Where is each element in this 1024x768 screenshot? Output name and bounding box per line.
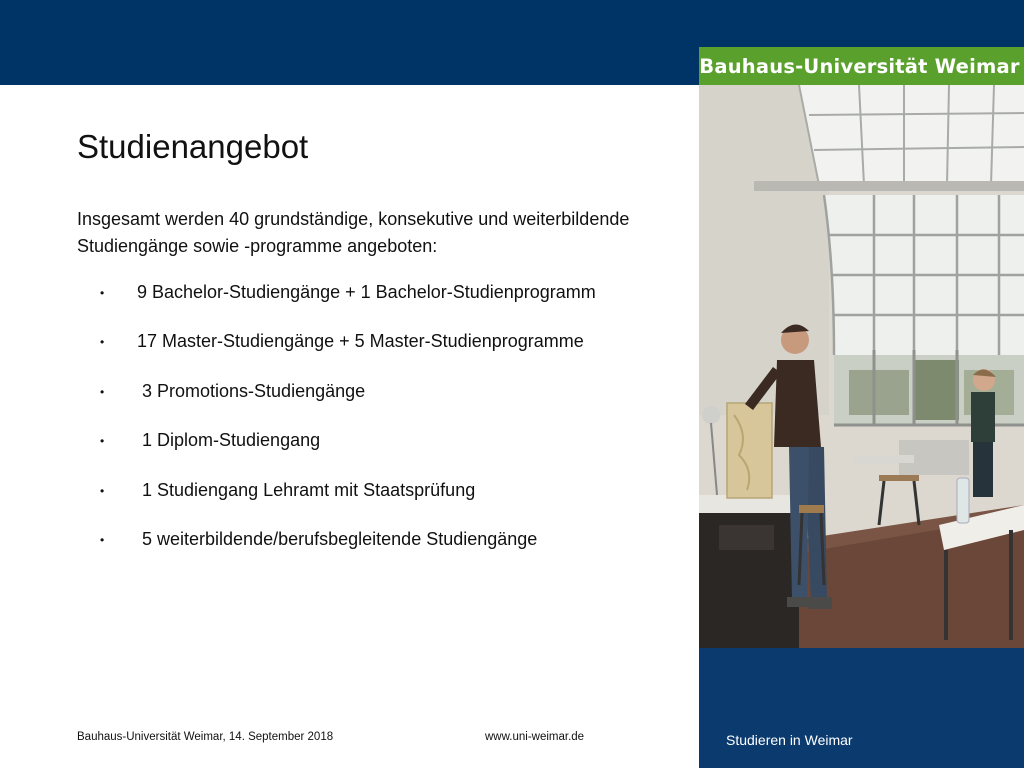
program-list (100, 282, 596, 578)
slide-title: Studienangebot (77, 128, 309, 165)
list-item-text: 5 weiterbildende/berufsbegleitende Studiengänge (137, 528, 538, 549)
list-item-text: 1 Studiengang Lehramt mit Staatsprüfung (137, 479, 476, 500)
list-item (100, 282, 596, 331)
studio-photo (699, 85, 1024, 648)
list-item (100, 381, 596, 430)
bullet-icon: • (100, 434, 105, 449)
list-item-text: 3 Promotions-Studiengänge (137, 380, 366, 401)
list-item-text: 17 Master-Studiengänge + 5 Master-Studienprogramme (137, 331, 584, 352)
side-caption: Studieren in Weimar (726, 732, 853, 748)
intro-text: Insgesamt werden 40 grundständige, konsekutive und weiterbildende Studiengänge sowie -programme angeboten: (77, 209, 630, 256)
list-item-text: 1 Diplom-Studiengang (137, 430, 321, 451)
university-logo (699, 47, 1024, 85)
list-item (100, 430, 596, 479)
bullet-icon: • (100, 335, 105, 350)
bullet-icon: • (100, 483, 105, 498)
bullet-icon: • (100, 384, 105, 399)
bullet-icon: • (100, 532, 105, 547)
list-item (100, 331, 596, 380)
list-item (100, 529, 596, 578)
bullet-icon: • (100, 286, 105, 300)
list-item (100, 480, 596, 529)
footer-url-link[interactable]: www.uni-weimar.de (485, 731, 585, 743)
footer-date: Bauhaus-Universität Weimar, 14. September 2018 (77, 731, 334, 743)
list-item-text: 9 Bachelor-Studiengänge + 1 Bachelor-Studienprogramm (137, 282, 596, 302)
university-name: Bauhaus-Universität Weimar (699, 54, 1020, 78)
